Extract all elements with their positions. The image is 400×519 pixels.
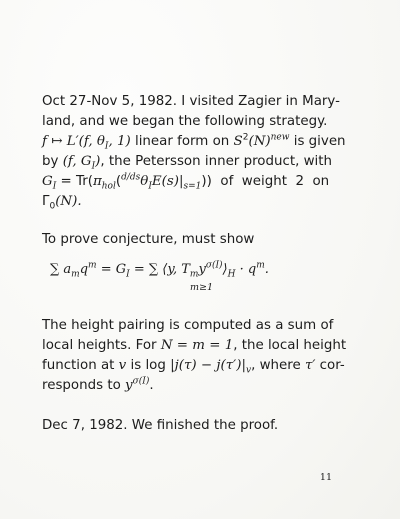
math: |j(τ) − j(τ′)| xyxy=(170,358,246,373)
math: Γ xyxy=(42,194,50,209)
display-formula xyxy=(42,262,356,296)
math: ) xyxy=(95,154,101,169)
text: linear form on xyxy=(130,134,234,149)
math: ∑ a xyxy=(50,262,72,277)
math: = ∑ ⟨y, T xyxy=(129,262,190,277)
math-sub: I xyxy=(148,181,152,192)
text: , where xyxy=(251,358,305,373)
text: = Tr( xyxy=(56,174,93,189)
text: by xyxy=(42,154,63,169)
line: Dec 7, 1982. We finished the proof. xyxy=(42,418,279,433)
math-sub: I xyxy=(104,141,109,152)
text: local heights. For xyxy=(42,338,161,353)
math: v xyxy=(118,358,127,373)
math-sub: m xyxy=(71,269,80,280)
formula xyxy=(50,260,269,280)
math: . xyxy=(264,262,269,277)
math-sub: m xyxy=(189,269,199,280)
text: , the local height xyxy=(233,338,347,353)
text: of weight 2 on xyxy=(211,174,330,189)
math: ⟩ xyxy=(222,262,228,277)
paragraph-height-pairing xyxy=(42,316,356,396)
math-sub: s=1 xyxy=(183,181,202,192)
text: responds to xyxy=(42,378,126,393)
page-number: 11 xyxy=(319,472,332,483)
math-frac: d/ds xyxy=(121,172,141,183)
math: q xyxy=(79,262,89,277)
text: . xyxy=(149,378,154,393)
math: (N). xyxy=(55,194,82,209)
text: is given xyxy=(289,134,346,149)
line: Oct 27-Nov 5, 1982. I visited Zagier in Mary- xyxy=(42,94,340,109)
math-sup: new xyxy=(270,132,290,143)
text: is log xyxy=(126,358,171,373)
math-sup: 2 xyxy=(242,132,249,143)
math: τ′ xyxy=(304,358,316,373)
math-sup: σ(I) xyxy=(205,260,223,271)
text: function at xyxy=(42,358,119,373)
line: To prove conjecture, must show xyxy=(42,232,255,247)
paragraph-finished xyxy=(42,416,356,436)
math-sub: I xyxy=(52,181,57,192)
math: π xyxy=(92,174,102,189)
math-sup: σ(I) xyxy=(132,376,150,387)
math: E(s)| xyxy=(151,174,184,189)
math: f ↦ L′(f, θ xyxy=(42,134,105,149)
math: = G xyxy=(96,262,127,277)
text: ( xyxy=(115,174,122,189)
math-sub: v xyxy=(245,365,252,376)
line: The height pairing is computed as a sum of xyxy=(42,318,334,333)
math: (N) xyxy=(248,134,271,149)
text: , the Petersson inner product, with xyxy=(100,154,332,169)
paragraph-visit xyxy=(42,92,356,212)
paragraph-conjecture xyxy=(42,230,356,250)
sum-index: m≥1 xyxy=(190,282,214,293)
math-sub: H xyxy=(227,269,236,280)
math: · q xyxy=(235,262,257,277)
math: y xyxy=(198,262,206,277)
text: cor- xyxy=(315,358,345,373)
line: land, and we began the following strategy. xyxy=(42,114,328,129)
math: S xyxy=(233,134,243,149)
math: , 1) xyxy=(108,134,131,149)
math: N = m = 1 xyxy=(160,338,234,353)
math-sup: m xyxy=(256,260,265,271)
text: )) xyxy=(201,174,212,189)
math-sub: I xyxy=(126,269,130,280)
math-sub: I xyxy=(91,161,96,172)
math: θ xyxy=(140,174,149,189)
math-sub: hol xyxy=(101,181,116,192)
math: G xyxy=(42,174,53,189)
math: y xyxy=(125,378,133,393)
math-sub: 0 xyxy=(49,201,56,212)
math: (f, G xyxy=(62,154,92,169)
math-sup: m xyxy=(88,260,97,271)
